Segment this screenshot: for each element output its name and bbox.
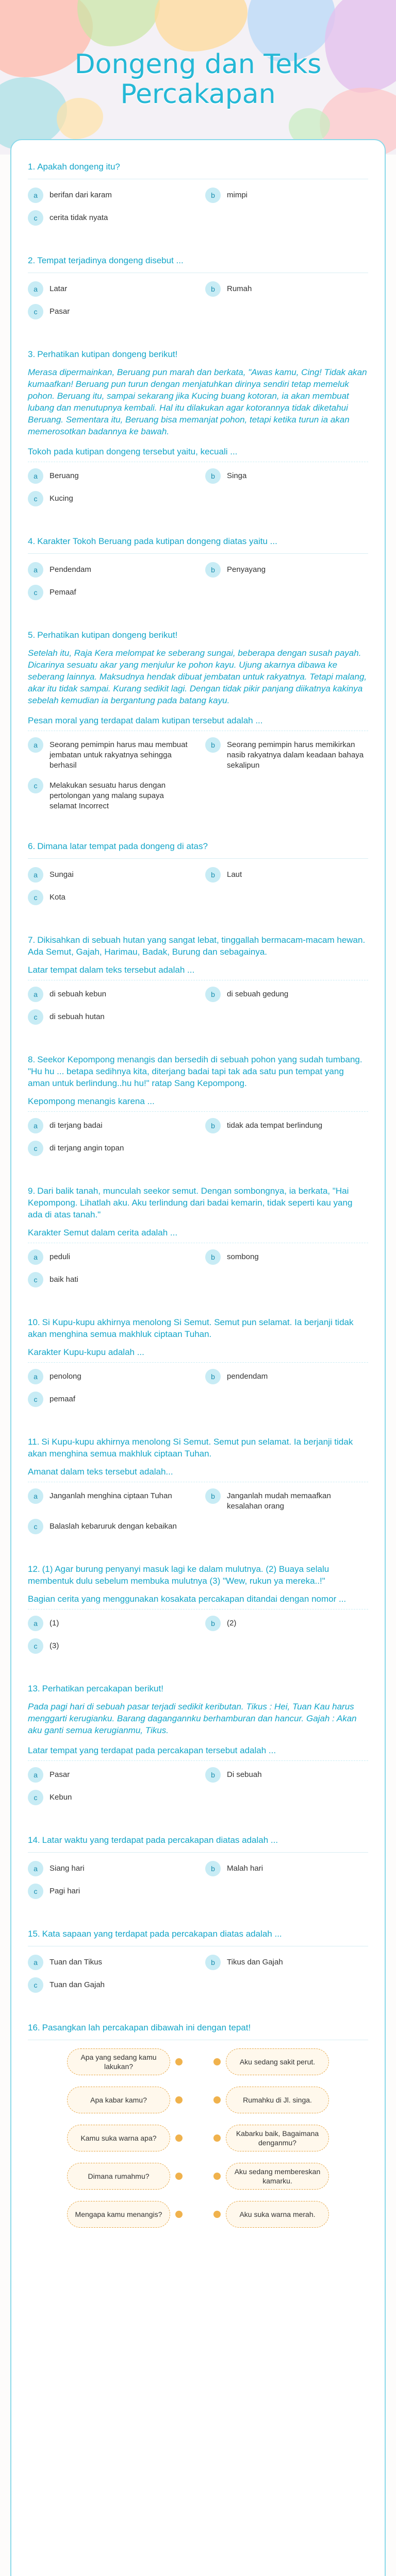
option-c[interactable] (28, 890, 191, 905)
question-text: Seekor Kepompong menangis dan bersedih di sebuah pohon yang sudah tumbang. "Hu hu ... betapa sedihnya kita, diterjang badai tapi tak ada satu pun tempat yang aman untuk berlindung..hu hu!" ratap Sang Kepompong. (28, 1055, 362, 1088)
option-a[interactable] (28, 987, 191, 1002)
question-text: Apakah dongeng itu? (37, 162, 120, 172)
question-prompt: Karakter Semut dalam cerita adalah ... (28, 1227, 368, 1243)
option-text: (2) (227, 1619, 237, 1628)
option-letter: a (28, 1616, 43, 1631)
option-letter: a (28, 468, 43, 484)
option-text: Sungai (50, 870, 74, 879)
option-text: Pagi hari (50, 1887, 80, 1895)
option-letter: a (28, 867, 43, 883)
option-b[interactable] (205, 737, 368, 771)
option-letter: b (205, 1767, 221, 1783)
match-card: Apa yang sedang kamu lakukan? (67, 2048, 170, 2075)
option-b[interactable] (205, 1955, 368, 1970)
option-text: Latar (50, 284, 68, 293)
options-grid (28, 188, 368, 226)
matching-grid (28, 2048, 368, 2228)
options-grid (28, 1249, 368, 1287)
option-letter: b (205, 1861, 221, 1876)
option-c[interactable] (28, 1141, 191, 1156)
option-a[interactable] (28, 737, 191, 771)
question-number: 13. (28, 1684, 40, 1693)
match-card: Rumahku di Jl. singa. (226, 2087, 329, 2113)
option-text: Tuan dan Gajah (50, 1980, 105, 1989)
question-text: Si Kupu-kupu akhirnya menolong Si Semut. Semut pun selamat. Ia berjanji tidak akan menghina semua makhluk ciptaan Tuhan. (28, 1317, 354, 1339)
option-a[interactable] (28, 281, 191, 297)
option-text: Rumah (227, 284, 252, 293)
option-b[interactable] (205, 1488, 368, 1512)
question-4 (28, 535, 368, 600)
question-text: Perhatikan kutipan dongeng berikut! (37, 349, 178, 359)
option-text: Seorang pemimpin harus mau membuat jembatan untuk rakyatnya sehingga berhasil (50, 740, 188, 770)
connector-dot[interactable] (213, 2211, 221, 2218)
divider (28, 858, 368, 859)
match-card: Apa kabar kamu? (67, 2087, 170, 2113)
option-c[interactable] (28, 210, 191, 226)
match-right-item[interactable] (213, 2087, 368, 2113)
option-c[interactable] (28, 1638, 191, 1654)
option-letter: c (28, 491, 43, 506)
question-number: 9. (28, 1186, 36, 1196)
option-b[interactable] (205, 468, 368, 484)
option-letter: a (28, 562, 43, 578)
option-letter: a (28, 1369, 43, 1384)
option-c[interactable] (28, 778, 191, 811)
option-b[interactable] (205, 188, 368, 203)
question-number: 4. (28, 536, 36, 546)
option-text: Janganlah mudah memaafkan kesalahan orang (227, 1492, 331, 1511)
option-letter: c (28, 1009, 43, 1025)
option-letter: c (28, 585, 43, 600)
match-card: Kabarku baik, Bagaimana denganmu? (226, 2125, 329, 2151)
option-text: Pasar (50, 307, 70, 316)
decor-blob (155, 0, 248, 52)
option-text: Balaslah kebaruruk dengan kebaikan (50, 1522, 177, 1531)
question-prompt: Karakter Kupu-kupu adalah ... (28, 1346, 368, 1363)
option-letter: a (28, 188, 43, 203)
option-text: di sebuah gedung (227, 990, 289, 998)
match-left-item[interactable] (28, 2163, 183, 2190)
option-letter: b (205, 281, 221, 297)
option-letter: a (28, 1955, 43, 1970)
option-text: di terjang angin topan (50, 1144, 124, 1153)
option-letter: c (28, 210, 43, 226)
options-grid (28, 1955, 368, 1993)
options-grid (28, 737, 368, 811)
option-letter: a (28, 1118, 43, 1133)
question-prompt: Bagian cerita yang menggunakan kosakata percakapan ditandai dengan nomor ... (28, 1593, 368, 1609)
option-b[interactable] (205, 562, 368, 578)
story-passage: Setelah itu, Raja Kera melompat ke seberang sungai, beberapa dengan susah payah. Dicarinya sesuatu akar yang menjulur ke pohon kayu. Ujung akarnya dibawa ke seberang lainnya. Maksudnya hendak dibuat jembatan untuk rakyatnya. Tetapi malang, akar itu tidak sampai. Kurang sedikit lagi. Dengan tidak pikir panjang diikatnya kakinya sebelah kemudian ia bergantung pada batang kayu. (28, 648, 367, 705)
question-prompt: Tokoh pada kutipan dongeng tersebut yaitu, kecuali ... (28, 446, 368, 462)
page-title: Dongeng dan Teks Percakapan (74, 49, 322, 110)
option-letter: b (205, 867, 221, 883)
option-text: Penyayang (227, 565, 266, 574)
match-left-item[interactable] (28, 2087, 183, 2113)
option-b[interactable] (205, 1118, 368, 1133)
option-text: Kebun (50, 1793, 72, 1802)
options-grid (28, 867, 368, 905)
connector-dot[interactable] (175, 2096, 183, 2104)
option-text: tidak ada tempat berlindung (227, 1121, 323, 1130)
option-text: di terjang badai (50, 1121, 103, 1130)
question-prompt: Latar tempat yang terdapat pada percakapan tersebut adalah ... (28, 1744, 368, 1761)
options-grid (28, 1488, 368, 1534)
option-b[interactable] (205, 987, 368, 1002)
question-number: 1. (28, 162, 36, 172)
options-grid (28, 562, 368, 600)
connector-dot[interactable] (213, 2096, 221, 2104)
option-a[interactable] (28, 1488, 191, 1512)
option-letter: c (28, 1519, 43, 1534)
option-c[interactable] (28, 1519, 191, 1534)
question-text: Dimana latar tempat pada dongeng di atas? (37, 841, 208, 851)
option-letter: a (28, 737, 43, 753)
question-9 (28, 1185, 368, 1287)
option-letter: c (28, 1790, 43, 1805)
option-text: Tikus dan Gajah (227, 1958, 283, 1967)
option-a[interactable] (28, 1616, 191, 1631)
match-left-item[interactable] (28, 2048, 183, 2075)
question-text: Perhatikan kutipan dongeng berikut! (37, 630, 178, 640)
option-letter: b (205, 188, 221, 203)
option-text: Tuan dan Tikus (50, 1958, 103, 1967)
match-left-item[interactable] (28, 2201, 183, 2228)
option-letter: b (205, 468, 221, 484)
question-text: Kata sapaan yang terdapat pada percakapan diatas adalah ... (42, 1929, 282, 1939)
option-letter: a (28, 1488, 43, 1504)
option-a[interactable] (28, 1249, 191, 1265)
option-b[interactable] (205, 867, 368, 883)
options-grid (28, 281, 368, 319)
question-text: Latar waktu yang terdapat pada percakapan diatas adalah ... (42, 1835, 278, 1845)
option-a[interactable] (28, 1861, 191, 1876)
match-left-item[interactable] (28, 2125, 183, 2151)
option-letter: a (28, 1861, 43, 1876)
divider (28, 553, 368, 554)
question-text: Dari balik tanah, munculah seekor semut. Dengan sombongnya, ia berkata, "Hai Kepompong. Lihatlah aku. Aku terlindung dari badai kemarin, tidak seperti kau yang ada di atas tanah." (28, 1186, 353, 1219)
question-number: 8. (28, 1055, 36, 1064)
option-c[interactable] (28, 1977, 191, 1993)
question-number: 3. (28, 349, 36, 359)
option-a[interactable] (28, 188, 191, 203)
option-text: Kucing (50, 494, 73, 503)
match-card: Kamu suka warna apa? (67, 2125, 170, 2151)
options-grid (28, 1369, 368, 1407)
question-number: 6. (28, 841, 36, 851)
option-letter: c (28, 1884, 43, 1899)
option-letter: b (205, 562, 221, 578)
option-a[interactable] (28, 1767, 191, 1783)
option-text: Laut (227, 870, 242, 879)
option-letter: b (205, 737, 221, 753)
story-passage: Merasa dipermainkan, Beruang pun marah dan berkata, "Awas kamu, Cing! Tidak akan kumaafkan! Beruang pun turun dengan menjatuhkan dirinya sendiri tetap memeluk pohon. Beruang itu, sampai sekarang jika Kucing buang kotoran, ia akan membuat lubang dan menutupnya kembali. Hal itu dilakukan agar kotorannya tidak diketahui Beruang. Sementara itu, Beruang bisa memanjat pohon, tetapi ketika turun ia akan memerosotkan badannya ke bawah. (28, 367, 367, 436)
question-14 (28, 1834, 368, 1899)
question-2 (28, 255, 368, 319)
question-number: 2. (28, 256, 36, 265)
option-text: mimpi (227, 191, 248, 199)
question-15 (28, 1928, 368, 1993)
option-b[interactable] (205, 1369, 368, 1384)
option-a[interactable] (28, 867, 191, 883)
question-prompt: Kepompong menangis karena ... (28, 1095, 368, 1112)
option-text: Seorang pemimpin harus memikirkan nasib rakyatnya dalam keadaan bahaya sekalipun (227, 740, 364, 770)
option-letter: c (28, 1141, 43, 1156)
option-text: Janganlah menghina ciptaan Tuhan (50, 1492, 172, 1500)
question-10 (28, 1316, 368, 1407)
option-b[interactable] (205, 281, 368, 297)
question-number: 15. (28, 1929, 40, 1939)
option-letter: a (28, 1767, 43, 1783)
option-letter: c (28, 1977, 43, 1993)
option-text: pendendam (227, 1372, 268, 1381)
question-prompt: Amanat dalam teks tersebut adalah... (28, 1466, 368, 1482)
option-letter: a (28, 987, 43, 1002)
option-text: cerita tidak nyata (50, 213, 108, 222)
option-c[interactable] (28, 1884, 191, 1899)
option-text: Kota (50, 893, 65, 902)
question-text: Karakter Tokoh Beruang pada kutipan dongeng diatas yaitu ... (37, 536, 277, 546)
match-card: Aku sedang sakit perut. (226, 2048, 329, 2075)
match-right-item[interactable] (213, 2163, 368, 2190)
option-b[interactable] (205, 1767, 368, 1783)
option-letter: b (205, 1616, 221, 1631)
question-7 (28, 934, 368, 1025)
question-text: Perhatikan percakapan berikut! (42, 1684, 163, 1693)
options-grid (28, 468, 368, 506)
option-letter: b (205, 1955, 221, 1970)
question-number: 5. (28, 630, 36, 640)
option-text: Pasar (50, 1770, 70, 1779)
option-a[interactable] (28, 1118, 191, 1133)
option-text: berifan dari karam (50, 191, 112, 199)
header-banner (0, 0, 396, 155)
question-5 (28, 629, 368, 811)
worksheet-card (10, 139, 386, 2576)
question-number: 14. (28, 1835, 40, 1845)
question-number: 7. (28, 935, 36, 945)
option-text: Pemaaf (50, 588, 76, 597)
question-1 (28, 161, 368, 226)
option-c[interactable] (28, 1272, 191, 1287)
match-card: Aku sedang membereskan kamarku. (226, 2163, 329, 2190)
option-letter: b (205, 1369, 221, 1384)
question-text: Pasangkan lah percakapan dibawah ini dengan tepat! (42, 2023, 251, 2032)
option-letter: b (205, 1249, 221, 1265)
option-letter: c (28, 1638, 43, 1654)
option-letter: c (28, 304, 43, 319)
question-number: 11. (28, 1437, 40, 1447)
option-letter: a (28, 1249, 43, 1265)
option-letter: b (205, 1488, 221, 1504)
option-text: di sebuah hutan (50, 1012, 105, 1021)
question-number: 12. (28, 1564, 40, 1574)
option-letter: c (28, 778, 43, 793)
options-grid (28, 1616, 368, 1654)
question-16 (28, 2022, 368, 2228)
connector-dot[interactable] (175, 2134, 183, 2142)
option-letter: c (28, 1272, 43, 1287)
question-number: 10. (28, 1317, 40, 1327)
option-text: di sebuah kebun (50, 990, 107, 998)
question-number: 16. (28, 2023, 40, 2032)
question-6 (28, 840, 368, 905)
question-13 (28, 1683, 368, 1805)
decor-blob (325, 0, 396, 93)
option-text: Pendendam (50, 565, 91, 574)
option-text: Singa (227, 471, 247, 480)
option-text: (1) (50, 1619, 59, 1628)
question-3 (28, 348, 368, 506)
option-b[interactable] (205, 1249, 368, 1265)
option-text: pemaaf (50, 1395, 76, 1403)
divider (28, 1852, 368, 1853)
option-c[interactable] (28, 585, 191, 600)
option-letter: a (28, 281, 43, 297)
option-b[interactable] (205, 1861, 368, 1876)
question-prompt: Pesan moral yang terdapat dalam kutipan tersebut adalah ... (28, 715, 368, 731)
question-prompt: Latar tempat dalam teks tersebut adalah ... (28, 964, 368, 980)
option-text: baik hati (50, 1275, 78, 1284)
option-c[interactable] (28, 491, 191, 506)
options-grid (28, 1118, 368, 1156)
option-letter: b (205, 1118, 221, 1133)
option-c[interactable] (28, 1009, 191, 1025)
connector-dot[interactable] (213, 2134, 221, 2142)
title-block (72, 49, 324, 109)
option-b[interactable] (205, 1616, 368, 1631)
story-passage: Pada pagi hari di sebuah pasar terjadi sedikit keributan. Tikus : Hei, Tuan Kau harus menggarti kerugianku. Barang dagangannku berhamburan dan hancur. Gajah : Akan aku ganti semua kerugianmu, Tikus. (28, 1702, 357, 1735)
match-right-item[interactable] (213, 2125, 368, 2151)
option-a[interactable] (28, 468, 191, 484)
match-card: Dimana rumahmu? (67, 2163, 170, 2190)
option-letter: c (28, 890, 43, 905)
option-letter: b (205, 987, 221, 1002)
match-right-item[interactable] (213, 2048, 368, 2075)
option-a[interactable] (28, 1369, 191, 1384)
question-text: Dikisahkan di sebuah hutan yang sangat lebat, tinggallah bermacam-macam hewan. Ada Semut, Gajah, Harimau, Badak, Burung dan sebagainya. (28, 935, 366, 957)
question-12 (28, 1563, 368, 1654)
option-text: sombong (227, 1252, 259, 1261)
question-text: Tempat terjadinya dongeng disebut ... (37, 256, 184, 265)
option-text: Melakukan sesuatu harus dengan pertolongan yang malang supaya selamat Incorrect (50, 781, 166, 810)
option-text: (3) (50, 1641, 59, 1650)
question-11 (28, 1436, 368, 1534)
option-c[interactable] (28, 1790, 191, 1805)
connector-dot[interactable] (213, 2173, 221, 2180)
option-text: Malah hari (227, 1864, 263, 1873)
option-letter: c (28, 1392, 43, 1407)
option-c[interactable] (28, 1392, 191, 1407)
connector-dot[interactable] (175, 2173, 183, 2180)
option-text: Beruang (50, 471, 79, 480)
connector-dot[interactable] (213, 2058, 221, 2065)
question-text: (1) Agar burung penyanyi masuk lagi ke dalam mulutnya. (2) Buaya selalu membentuk dulu sebelum membuka mulutnya (3) "Wew, rukun ya mereka..!" (28, 1564, 329, 1586)
option-text: Siang hari (50, 1864, 85, 1873)
options-grid (28, 987, 368, 1025)
option-text: penolong (50, 1372, 81, 1381)
match-card: Mengapa kamu menangis? (67, 2201, 170, 2228)
option-a[interactable] (28, 562, 191, 578)
option-c[interactable] (28, 304, 191, 319)
options-grid (28, 1767, 368, 1805)
question-8 (28, 1054, 368, 1156)
match-right-item[interactable] (213, 2201, 368, 2228)
match-card: Aku suka warna merah. (226, 2201, 329, 2228)
option-a[interactable] (28, 1955, 191, 1970)
connector-dot[interactable] (175, 2211, 183, 2218)
option-text: peduli (50, 1252, 71, 1261)
option-text: Di sebuah (227, 1770, 262, 1779)
connector-dot[interactable] (175, 2058, 183, 2065)
question-text: Si Kupu-kupu akhirnya menolong Si Semut. Semut pun selamat. Ia berjanji tidak akan menghina semua makhluk ciptaan Tuhan. (28, 1437, 353, 1459)
options-grid (28, 1861, 368, 1899)
